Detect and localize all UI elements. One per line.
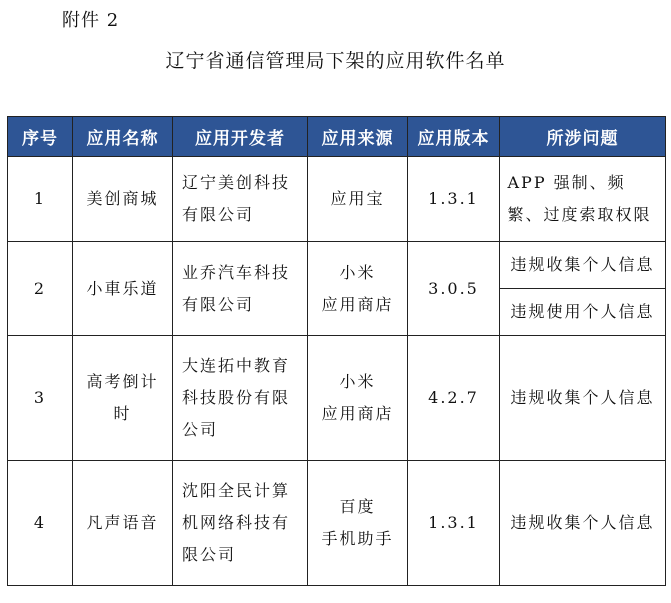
- cell-app-name: 高考倒计时: [73, 336, 173, 461]
- cell-source: 小米 应用商店: [308, 336, 408, 461]
- cell-no: 4: [8, 461, 73, 586]
- cell-issue: APP 强制、频繁、过度索取权限: [500, 157, 666, 242]
- table-row: [8, 242, 666, 289]
- cell-app-name: 小車乐道: [73, 242, 173, 336]
- table-row: [8, 157, 666, 242]
- cell-no: 3: [8, 336, 73, 461]
- column-header-version: 应用版本: [408, 117, 500, 157]
- column-header-app-name: 应用名称: [73, 117, 173, 157]
- cell-app-name: 凡声语音: [73, 461, 173, 586]
- cell-source: 百度 手机助手: [308, 461, 408, 586]
- attachment-label: 附件 2: [62, 10, 120, 31]
- table-row: [8, 461, 666, 586]
- cell-version: 4.2.7: [408, 336, 500, 461]
- column-header-source: 应用来源: [308, 117, 408, 157]
- cell-version: 1.3.1: [408, 461, 500, 586]
- cell-developer: 辽宁美创科技有限公司: [173, 157, 308, 242]
- cell-no: 2: [8, 242, 73, 336]
- cell-developer: 大连拓中教育科技股份有限公司: [173, 336, 308, 461]
- cell-app-name: 美创商城: [73, 157, 173, 242]
- cell-developer: 业乔汽车科技有限公司: [173, 242, 308, 336]
- document-title: 辽宁省通信管理局下架的应用软件名单: [165, 50, 506, 72]
- cell-version: 1.3.1: [408, 157, 500, 242]
- column-header-no: 序号: [8, 117, 73, 157]
- cell-issue: 违规使用个人信息: [500, 289, 666, 336]
- cell-version: 3.0.5: [408, 242, 500, 336]
- table-header-row: [8, 117, 666, 157]
- column-header-developer: 应用开发者: [173, 117, 308, 157]
- cell-no: 1: [8, 157, 73, 242]
- cell-source: 小米 应用商店: [308, 242, 408, 336]
- removed-apps-table: [7, 116, 666, 586]
- cell-issue: 违规收集个人信息: [500, 242, 666, 289]
- table-row: [8, 336, 666, 461]
- column-header-issues: 所涉问题: [500, 117, 666, 157]
- cell-issue: 违规收集个人信息: [500, 336, 666, 461]
- cell-issue: 违规收集个人信息: [500, 461, 666, 586]
- cell-source: 应用宝: [308, 157, 408, 242]
- cell-developer: 沈阳全民计算机网络科技有限公司: [173, 461, 308, 586]
